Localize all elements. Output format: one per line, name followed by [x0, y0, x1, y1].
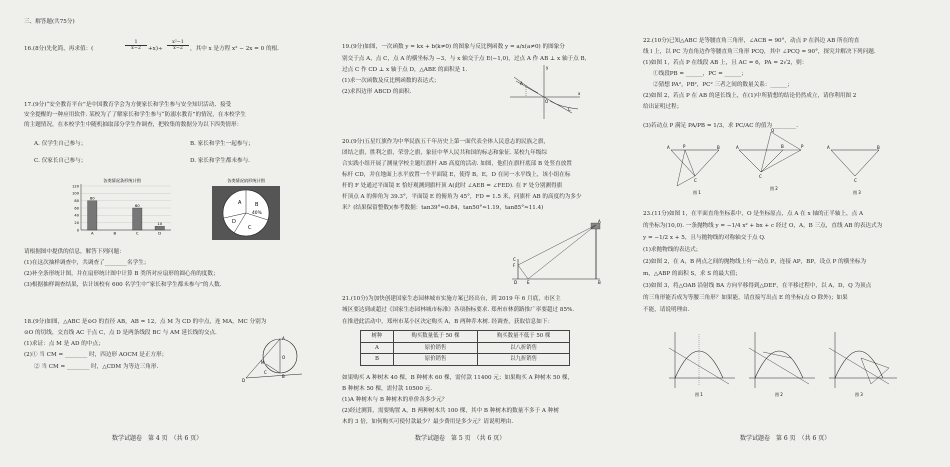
table-row [361, 342, 570, 354]
flagpole-figure [508, 213, 608, 285]
page-footer: 数学试题卷 第 4 页 （共 6 页） [112, 435, 203, 442]
exam-page-6: 22.(10分)已知△ABC 是等腰直角三角形，∠ACB = 90°，动点 P 在斜边 AB 所在的直 线 l 上，以 PC 为直角边作等腰直角三角形 PCQ，其中 ∠PCQ = 90°，探究并解决下列问题. (1)如图 1，若点 P 在线段 AB 上，且 AC = 6，PA = 2√2，则： ①线段PB = ______，PC = ______； ②猜想 PA²，PB²，PC² 三者之间的数量关系：______； (2)如图 2，若点 P 在 AB 的延长线上，在(1)中所猜想的结论仍然成立，请你利用图 2 给出证明过程； (3)若动点 P 满足 PA/PB = 1/3，求 PC/AC 的值为 ________. A B C P 图 1 A B P C Q 图 2 A B C 图 3 23.(11分)如图 1，在平面直角坐标系中，O 是坐标原点，点 A 在 x 轴的正半轴上，点 A 的坐标为(10,0). 一条抛物线 y = −1/4 x² + bx + c 经过 O，A，B 三点，直线 AB 的表达式为 y = −1/2 x + 5，且与抛物线的对称轴交于点 Q. (1)求抛物线的表达式； (2)如图 2，在 A，B 两点之间的抛物线上有一动点 P，连接 AP，BP，设点 P 的横坐标为 m，△ABP 的面积 S，求 S 的最大值； (3)如图 3，将△OAB 沿射线 BA 方向平移得到△DEF，在平移过程中，以 A，D，Q 为顶点 的三角形能否成为等腰三角形？如果能，请直接写出点 E 的坐标(点 O 除外)；如果 不能，请说明理由. 图 1 图 2 图 3 数学试题卷 第 6 页 （共 6 页） [635, 0, 940, 467]
figure-caption: 图 1 [693, 190, 701, 195]
pie-percent-label: 40% [252, 211, 262, 216]
table-cell: A [361, 342, 394, 354]
svg-text:B: B [717, 145, 720, 150]
svg-text:B: B [598, 280, 601, 285]
triangle-figure-3 [825, 140, 885, 196]
bar-chart-ytick: 20 [74, 221, 79, 226]
svg-text:D: D [242, 378, 246, 383]
bar-chart-data-label: 10 [157, 221, 163, 227]
parabola-figure-1 [669, 332, 735, 397]
bar-chart-ytick: 80 [74, 199, 79, 204]
svg-text:O: O [545, 99, 549, 104]
figure-caption: 图 2 [775, 392, 783, 397]
svg-text:A: A [520, 81, 523, 86]
section-heading: 三、解答题(共75分) [24, 19, 75, 25]
bar-chart-category-label: C [135, 230, 139, 236]
tree-price-table [360, 330, 570, 366]
exam-page-4: 三、解答题(共75分) 16.(8分)先化简，再求值：( 1 x−2 +x)÷ x²−1 x−2 ，其中 x 是方程 x² − 2x = 0 的根. 17.(9分)“安全教育平台”是中国教育学会为方便家长和学生参与安全知识活动、接受 安全提醒的一种应用软件. 某校为了了解家长和学生参与“防溺水教育”的情况，在本校学生 的主题情况，在本校学生中随机抽取部分学生作调查，把收集的数据分为以下四类情形： A. 仅学生自己参与； B. 家长和学生一起参与； C. 仅家长自己参与； D. 家长和学生都未参与. 各类情况条形统计图 0 20 40 60 80 100 120 80 A B 60 C 10 D 各类情况扇形统计图 A B 40% C D 请根据图中提供的信息，解答下列问题： (1)在这次抽样调查中，共调查了________名学生； (2)补全条形统计图，并在扇形统计图中计算 B 类所对应扇形的圆心角的度数； (3)根据抽样调查结果，估计该校有 600 名学生中“家长和学生都未参与”的人数. 18.(9分)如图，△ABC 是⊙O 的直径 AB，AB = 12，点 M 为 CD 的中点，连 MA，MC 分别为 ⊙O 的切线，交直线 AC 于点 C，点 D 是两条线段 BC 与 AM 延长线的交点. (1)求证：点 M 是 AD 的中点； (2)① 当 CM = ________ 时，四边形 AOCM 是正方形； ② 当 CM = ________ 时，△CDM 为等边三角形. D M O A B C 数学试题卷 第 4 页 （共 6 页） [12, 0, 312, 467]
svg-text:x: x [578, 91, 581, 96]
parabola-figure-2 [749, 332, 815, 397]
table-cell: B [361, 354, 394, 366]
bar-chart-bar [133, 208, 142, 230]
bar-chart-category-label: D [158, 230, 162, 236]
figure-caption: 图 1 [695, 392, 703, 397]
bar-chart-category-label: A [90, 230, 94, 236]
bar-chart-category-label: B [113, 230, 117, 236]
table-cell: 以八折销售 [478, 342, 570, 354]
svg-text:A: A [282, 336, 285, 341]
svg-text:M: M [261, 360, 265, 365]
circle-figure [240, 334, 308, 386]
parabola-figures [665, 328, 905, 400]
bar-chart-bar [155, 226, 164, 230]
svg-text:D: D [514, 280, 518, 285]
fraction-2: x²−1 x−2 [167, 40, 189, 51]
bar-chart-title: 各类情况条形统计图 [103, 178, 141, 183]
bar-chart-ytick: 100 [72, 191, 79, 196]
figure-caption: 图 3 [853, 190, 861, 195]
bar-chart-data-label: 60 [134, 202, 140, 208]
triangle-figure-2 [735, 128, 810, 196]
page-footer: 数学试题卷 第 6 页 （共 6 页） [740, 435, 831, 442]
svg-text:C: C [694, 178, 697, 183]
svg-text:P: P [683, 144, 686, 149]
parabola-figure-3 [829, 332, 897, 397]
table-cell: 原价销售 [393, 354, 477, 366]
svg-text:E: E [527, 280, 530, 285]
figure-caption: 图 3 [855, 392, 863, 397]
bar-chart-ytick: 0 [76, 228, 79, 233]
svg-text:C: C [854, 178, 857, 183]
svg-text:A: A [667, 145, 670, 150]
table-header: 购买数量低于 50 棵 [393, 331, 477, 343]
svg-text:C: C [513, 257, 516, 262]
svg-text:A: A [736, 145, 739, 150]
fraction-1: 1 x−2 [125, 40, 147, 51]
bar-chart-data-label: 80 [89, 195, 95, 201]
bar-chart-bar [88, 201, 97, 230]
table-cell: 以九折销售 [478, 354, 570, 366]
triangle-figure-1 [665, 140, 725, 196]
pie-label-d: D [232, 219, 236, 225]
function-graph-figure [508, 63, 583, 121]
bar-chart-labels [72, 184, 163, 235]
bar-chart [67, 176, 177, 238]
svg-text:Q: Q [771, 128, 775, 133]
table-header: 购买数量不低于 50 棵 [478, 331, 570, 343]
table-header: 树种 [361, 331, 394, 343]
svg-text:A: A [598, 219, 601, 224]
exam-page-5: 19.(9分)如图，一次函数 y = kx + b(k≠0) 的图象与反比例函数 y = a/x(a≠0) 的图象分 别交于点 A，点 C，点 A 的横坐标为 −3，与 x 轴交于点 E(−1,0)，过点 A 作 AB ⊥ x 轴于点 B， 过点 C 作 CD ⊥ x 轴于点 D，△ABE 的面积是 1. (1)求一次函数及反比例函数的表达式； (2)求四边形 ABCD 的面积. A C O x y 20.(9分)五星红旗作为中华民族五千年历史上第一面代表全体人民意志的民族之旗， 团结之旗，胜利之旗，荣誉之旗，象征中华人民共和国的标志和象征. 某校九年级综 合实践小组开展了测量学校主题红旗杆 AB 高度的活动. 如图，他们在旗杆底部 B 处竖直放置 标杆 CD，并在地面上水平放置一个平面镜 E，使得 B，E，D 在同一水平线上，该小组在标 杆的 F 处通过平面镜 E 恰好观测到旗杆顶 A(此时 ∠AEB = ∠FED). 在 F 处分别测得旗 杆顶点 A 的仰角为 39.3°，平面镜 E 的俯角为 45°，FD = 1.5 米，问旗杆 AB 的高度约为多少 米？(结果保留整数)(参考数据：tan39°≈0.84，tan50°≈1.19，tan85°≈11.4) C F D E B A 21.(10分)为加快创建国家生态园林城市实施方案已经出台，到 2019 年 6 月底，市区主 城区要达到或超过《国家生态园林城市标准》各项指标要求. 郑州市林荫路推广率要超过 85%. 在推进此活动中，郑州市某小区决定购买 A，B 两种乔木树. 经调查，获取信息如下： 树种 购买数量低于 50 棵 购买数量不低于 50 棵 A 原价销售 以八折销售 B 原价销售 以九折销售 如果购买 A 种树木 40 棵，B 种树木 60 棵，需付款 11400 元；如果购买 A 种树木 50 棵， B 种树木 50 棵，需付款 10500 元. (1)A 种树木与 B 种树木的单价各多少元？ (2)经过测算，需要购置 A，B 两种树木共 100 棵，其中 B 种树木的数量不多于 A 种树 木的 3 倍，如何购买可使付款最少？最少费用是多少元？请说明理由. 数学试题卷 第 5 页 （共 6 页） [330, 0, 620, 467]
table-cell: 原价销售 [393, 342, 477, 354]
page-footer: 数学试题卷 第 5 页 （共 6 页） [415, 435, 506, 442]
pie-chart-title: 各类情况扇形统计图 [227, 178, 265, 183]
svg-text:O: O [282, 355, 286, 360]
pie-label-a: A [238, 200, 242, 206]
bar-chart-ytick: 120 [72, 184, 79, 189]
figure-caption: 图 2 [770, 186, 778, 191]
svg-text:B: B [282, 374, 285, 379]
bar-chart-ytick: 40 [74, 213, 79, 218]
bar-chart-ytick: 60 [74, 206, 79, 211]
svg-text:C: C [568, 107, 571, 112]
svg-text:C: C [264, 370, 267, 375]
svg-text:B: B [877, 145, 880, 150]
pie-label-b: B [255, 202, 259, 208]
svg-text:P: P [801, 144, 804, 149]
svg-text:C: C [759, 174, 762, 179]
pie-chart [210, 176, 282, 242]
svg-text:B: B [781, 144, 784, 149]
table-row [361, 354, 570, 366]
svg-text:y: y [546, 65, 549, 70]
pie-label-c: C [248, 225, 252, 231]
svg-text:F: F [513, 263, 516, 268]
svg-text:A: A [827, 145, 830, 150]
table-header-row [361, 331, 570, 343]
